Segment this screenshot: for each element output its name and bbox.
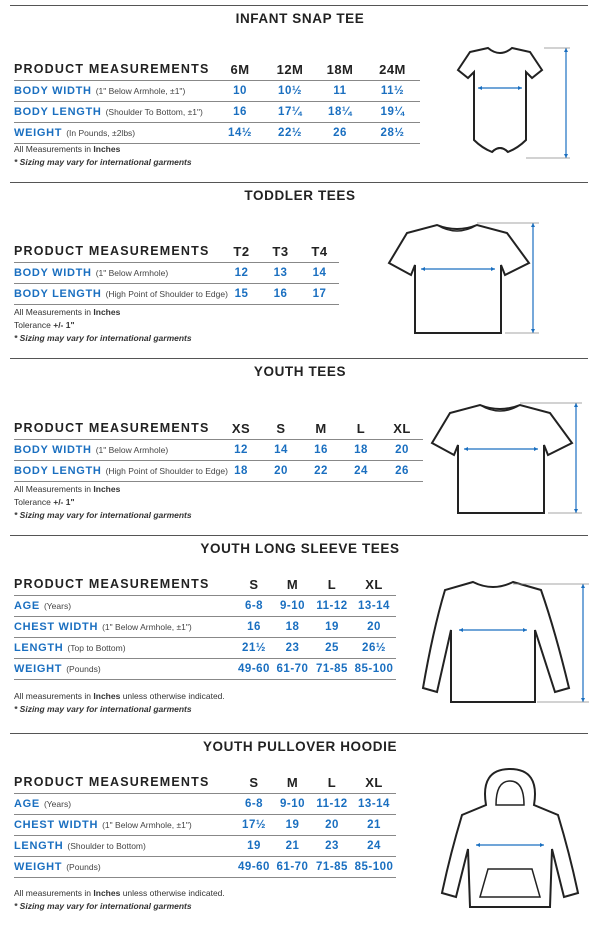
value-cell: 19 [285,819,300,831]
value-cell: 26 [395,465,409,477]
header-label: PRODUCT MEASUREMENTS [14,577,210,591]
row-note: (Pounds) [66,664,101,674]
table-header-row [14,573,396,596]
value-cell: 24 [354,465,368,477]
table-row [14,659,396,680]
value-cell: 18¼ [328,106,352,118]
size-section [0,182,600,382]
row-label: CHEST WIDTH [14,621,99,633]
row-label: WEIGHT [14,663,63,675]
units-prefix: All Measurements in [14,144,92,154]
value-cell: 16 [314,444,328,456]
row-label-cell [14,798,235,810]
size-header: T4 [311,243,328,259]
section-divider [10,182,588,183]
units-prefix: All Measurements in [14,484,92,494]
disclaimer: * Sizing may vary for international garments [14,157,192,167]
row-label-cell [14,444,221,456]
onesie-icon [440,40,580,165]
value-cell: 21 [285,840,300,852]
size-header: L [356,420,366,436]
row-label-cell [14,819,235,831]
notes [14,143,192,169]
table-row [14,263,339,284]
value-cell: 49-60 [238,663,270,675]
row-label: BODY WIDTH [14,85,92,97]
row-label: BODY WIDTH [14,267,92,279]
value-cell: 13-14 [358,798,390,810]
value-cell: 23 [325,840,339,852]
table-row [14,102,420,123]
row-label-cell [14,106,215,118]
row-label-cell [14,267,222,279]
row-note: (High Point of Shoulder to Edge) [105,289,228,299]
hoodie-icon [440,765,590,915]
size-header: M [315,420,327,436]
value-cell: 11-12 [316,600,348,612]
size-header: 24M [379,61,406,77]
table-row [14,617,396,638]
table-row [14,794,396,815]
row-label-cell [14,840,235,852]
row-note: (1" Below Armhole) [95,268,169,278]
value-cell: 24 [367,840,381,852]
value-cell: 20 [395,444,409,456]
row-note: (1" Below Armhole, ±1") [102,820,192,830]
value-cell: 71-85 [316,861,348,873]
value-cell: 23 [285,642,300,654]
size-header: L [327,774,337,790]
row-label: CHEST WIDTH [14,819,99,831]
value-cell: 16 [233,106,247,118]
value-cell: 13-14 [358,600,390,612]
tolerance-prefix: Tolerance [14,320,51,330]
section-title: YOUTH PULLOVER HOODIE [202,739,398,754]
size-section [0,733,600,933]
size-header: XS [231,420,251,436]
tshirt-icon [428,395,590,520]
section-divider [10,535,588,536]
value-cell: 20 [325,819,339,831]
section-title: YOUTH LONG SLEEVE TEES [200,541,400,556]
units-note [14,306,192,319]
value-cell: 12 [234,444,248,456]
value-cell: 10½ [278,85,302,97]
table-row [14,857,396,878]
value-cell: 13 [273,267,288,279]
size-header: S [276,420,286,436]
size-header: T2 [233,243,250,259]
value-cell: 18 [285,621,300,633]
measurements-table [14,58,420,144]
measurements-table [14,417,423,482]
value-cell: 14 [274,444,288,456]
section-divider [10,5,588,6]
value-cell: 11 [333,85,347,97]
value-cell: 10 [233,85,247,97]
row-note: (Years) [43,601,72,611]
units: Inches [93,144,121,154]
row-label: BODY LENGTH [14,106,102,118]
value-cell: 9-10 [279,600,306,612]
row-label: LENGTH [14,840,64,852]
row-label-cell [14,288,228,300]
units: Inches [93,307,121,317]
table-row [14,440,423,461]
value-cell: 9-10 [279,798,306,810]
row-label: WEIGHT [14,127,63,139]
row-label-cell [14,642,235,654]
row-label-cell [14,127,215,139]
units-prefix: All Measurements in [14,307,92,317]
disclaimer: * Sizing may vary for international garments [14,333,192,343]
table-row [14,81,420,102]
size-section [0,5,600,205]
row-note: (1" Below Armhole, ±1") [102,622,192,632]
section-title: YOUTH TEES [253,364,347,379]
value-cell: 15 [234,288,249,300]
value-cell: 22½ [278,127,302,139]
size-header: 6M [230,61,250,77]
header-label: PRODUCT MEASUREMENTS [14,421,210,435]
size-header: T3 [272,243,289,259]
notes [14,483,192,522]
section-title: TODDLER TEES [244,188,356,203]
row-label-cell [14,861,235,873]
tolerance-value: +/- 1" [53,497,75,507]
notes [14,887,225,913]
value-cell: 17½ [242,819,266,831]
row-note: (Shoulder To Bottom, ±1") [105,107,203,117]
tolerance-note [14,319,192,332]
value-cell: 61-70 [276,663,309,675]
section-title: INFANT SNAP TEE [235,11,365,26]
row-note: (High Point of Shoulder to Edge) [105,466,228,476]
value-cell: 26 [333,127,347,139]
units: Inches [93,888,121,898]
value-cell: 16 [247,621,261,633]
tolerance-value: +/- 1" [53,320,75,330]
units-note [14,887,225,900]
size-section [0,535,600,735]
value-cell: 21½ [242,642,266,654]
table-header-row [14,240,339,263]
value-cell: 6-8 [244,798,264,810]
table-row [14,815,396,836]
row-note: (1" Below Armhole, ±1") [95,86,186,96]
value-cell: 19¼ [380,106,405,118]
value-cell: 19 [325,621,339,633]
section-divider [10,358,588,359]
value-cell: 12 [234,267,249,279]
table-row [14,638,396,659]
units-prefix: All measurements in [14,691,92,701]
size-header: S [249,576,259,592]
row-label: WEIGHT [14,861,63,873]
units-suffix: unless otherwise indicated. [122,691,225,701]
row-label: BODY LENGTH [14,465,102,477]
units-suffix: unless otherwise indicated. [122,888,225,898]
measurements-table [14,771,396,878]
table-row [14,461,423,482]
tshirt-icon [385,215,550,340]
notes [14,690,225,716]
value-cell: 6-8 [244,600,264,612]
row-note: (Years) [43,799,72,809]
value-cell: 19 [247,840,261,852]
value-cell: 49-60 [238,861,270,873]
units: Inches [93,691,121,701]
value-cell: 85-100 [354,861,394,873]
size-header: 18M [326,61,354,77]
units-prefix: All measurements in [14,888,92,898]
units-note [14,143,192,156]
units-note [14,690,225,703]
row-note: (Shoulder to Bottom) [67,841,146,851]
row-label: LENGTH [14,642,64,654]
row-label: BODY LENGTH [14,288,102,300]
row-note: (Pounds) [66,862,101,872]
disclaimer: * Sizing may vary for international garments [14,704,192,714]
tolerance-note [14,496,192,509]
units: Inches [93,484,121,494]
size-header: XL [365,576,383,592]
size-header: M [286,576,299,592]
row-label: BODY WIDTH [14,444,92,456]
value-cell: 61-70 [276,861,309,873]
value-cell: 17¼ [278,106,302,118]
table-row [14,596,396,617]
size-section [0,358,600,558]
table-row [14,284,339,305]
value-cell: 21 [367,819,381,831]
value-cell: 25 [325,642,339,654]
value-cell: 22 [314,465,328,477]
size-header: 12M [276,61,304,77]
header-label: PRODUCT MEASUREMENTS [14,244,210,258]
size-header: M [286,774,299,790]
size-header: S [249,774,259,790]
header-label: PRODUCT MEASUREMENTS [14,775,210,789]
value-cell: 14 [312,267,327,279]
value-cell: 11-12 [316,798,348,810]
size-header: XL [393,420,411,436]
disclaimer: * Sizing may vary for international garments [14,901,192,911]
units-note [14,483,192,496]
table-header-row [14,771,396,794]
value-cell: 28½ [380,127,405,139]
row-note: (Top to Bottom) [67,643,126,653]
table-header-row [14,58,420,81]
table-header-row [14,417,423,440]
value-cell: 17 [312,288,327,300]
tolerance-prefix: Tolerance [14,497,51,507]
value-cell: 18 [234,465,248,477]
value-cell: 85-100 [354,663,394,675]
value-cell: 20 [367,621,381,633]
table-row [14,836,396,857]
value-cell: 11½ [380,85,405,97]
row-label-cell [14,85,215,97]
row-note: (1" Below Armhole) [95,445,169,455]
row-label: AGE [14,798,40,810]
table-row [14,123,420,144]
row-label: AGE [14,600,40,612]
size-header: XL [365,774,383,790]
row-label-cell [14,621,235,633]
header-label: PRODUCT MEASUREMENTS [14,62,210,76]
disclaimer: * Sizing may vary for international garments [14,510,192,520]
row-label-cell [14,663,235,675]
value-cell: 26½ [362,642,386,654]
value-cell: 20 [274,465,288,477]
row-label-cell [14,600,235,612]
notes [14,306,192,345]
value-cell: 71-85 [316,663,348,675]
value-cell: 16 [273,288,288,300]
value-cell: 14½ [228,127,252,139]
value-cell: 18 [354,444,368,456]
section-divider [10,733,588,734]
measurements-table [14,573,396,680]
row-note: (In Pounds, ±2lbs) [66,128,136,138]
size-header: L [327,576,337,592]
long-sleeve-icon [415,570,595,710]
row-label-cell [14,465,228,477]
measurements-table [14,240,339,305]
